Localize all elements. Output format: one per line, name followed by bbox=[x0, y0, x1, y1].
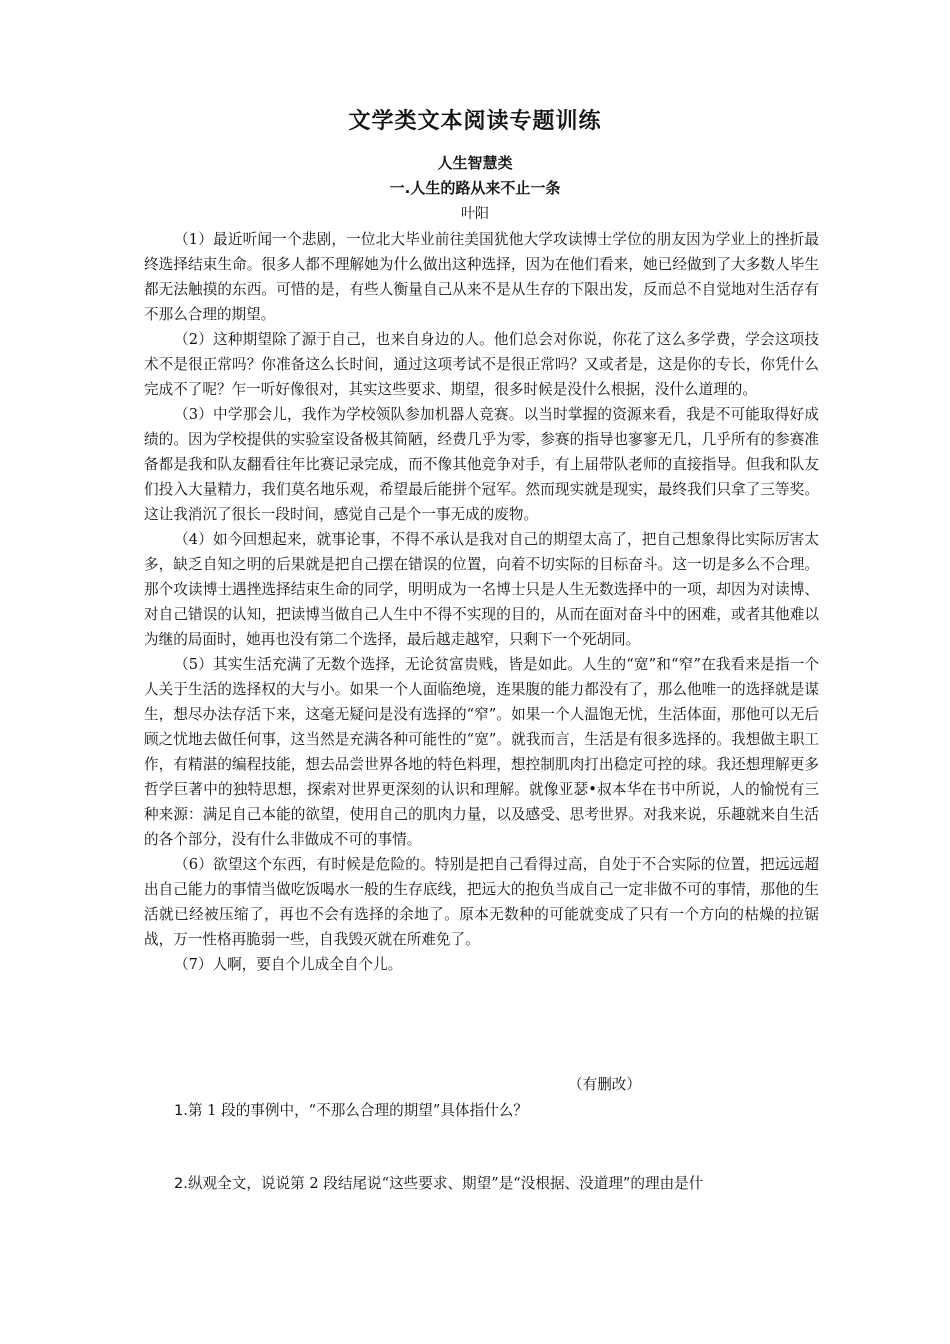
paragraph-2: （2）这种期望除了源于自己，也来自身边的人。他们总会对你说，你花了这么多学费，学会这项技术不是很正常吗？你准备这么长时间，通过这项考试不是很正常吗？又或者是，这是你的专长，你凭什么完成不了呢？乍一听好像很对，其实这些要求、期望，很多时候是没什么根据，没什么道理的。 bbox=[144, 331, 819, 398]
question-1 bbox=[174, 1098, 528, 1123]
article-title: 一.人生的路从来不止一条 bbox=[389, 179, 561, 197]
paragraph-1: （1）最近听闻一个悲剧，一位北大毕业前往美国犹他大学攻读博士学位的朋友因为学业上的挫折最终选择结束生命。很多人都不理解她为什么做出这种选择，因为在他们看来，她已经做到了大多数人毕生都无法触摸的东西。可惜的是，有些人衡量自己从来不是从生存的下限出发，反而总不自觉地对生活存有不那么合理的期望。 bbox=[144, 231, 819, 323]
paragraph-5: （5）其实生活充满了无数个选择，无论贫富贵贱，皆是如此。人生的“宽”和“窄”在我看来是指一个人关于生活的选择权的大与小。如果一个人面临绝境，连果腹的能力都没有了，那么他唯一的选择就是谋生，想尽办法存活下来，这毫无疑问是没有选择的“窄”。如果一个人温饱无忧，生活体面，那他可以无后顾之忧地去做任何事，这当然是充满各种可能性的“宽”。就我而言，生活是有很多选择的。我想做主职工作，有精湛的编程技能，想去品尝世界各地的特色料理，想控制肌肉打出稳定可控的球。我还想理解更多哲学巨著中的独特思想，探索对世界更深刻的认识和理解。就像亚瑟•叔本华在书中所说，人的愉悦有三种来源：满足自己本能的欲望，使用自己的肌肉力量，以及感受、思考世界。对我来说，乐趣就来自生活的各个部分，没有什么非做成不可的事情。 bbox=[144, 656, 819, 848]
question-number: 1. bbox=[174, 1102, 188, 1119]
question-text: 纵观全文，说说第 2 段结尾说“这些要求、期望”是“没根据、没道理”的理由是什 bbox=[187, 1175, 704, 1192]
paragraph-6: （6）欲望这个东西，有时候是危险的。特别是把自己看得过高，自处于不合实际的位置，把远远超出自己能力的事情当做吃饭喝水一般的生存底线，把远大的抱负当成自己一定非做不可的事情，那他的生活就已经被压缩了，再也不会有选择的余地了。原本无数种的可能就变成了只有一个方向的枯燥的拉锯战，万一性格再脆弱一些，自我毁灭就在所难免了。 bbox=[144, 856, 819, 948]
document-title: 文学类文本阅读专题训练 bbox=[348, 109, 602, 134]
paragraph-3: （3）中学那会儿，我作为学校领队参加机器人竞赛。以当时掌握的资源来看，我是不可能取得好成绩的。因为学校提供的实验室设备极其简陋，经费几乎为零，参赛的指导也寥寥无几，几乎所有的参赛准备都是我和队友翻看往年比赛记录完成，而不像其他竞争对手，有上届带队老师的直接指导。但我和队友们投入大量精力，我们莫名地乐观，希望最后能拼个冠军。然而现实就是现实，最终我们只拿了三等奖。这让我消沉了很长一段时间，感觉自己是个一事无成的废物。 bbox=[144, 406, 819, 523]
question-2 bbox=[174, 1171, 703, 1196]
source-note: （有删改） bbox=[568, 1076, 641, 1093]
paragraph-7: （7）人啊，要自个儿成全自个儿。 bbox=[174, 956, 403, 973]
article-author: 叶阳 bbox=[461, 206, 489, 222]
question-number: 2. bbox=[174, 1175, 188, 1192]
paragraph-4: （4）如今回想起来，就事论事，不得不承认是我对自己的期望太高了，把自己想象得比实际厉害太多，缺乏自知之明的后果就是把自己摆在错误的位置，向着不切实际的目标奋斗。这一切是多么不合理。那个攻读博士遇挫选择结束生命的同学，明明成为一名博士只是人生无数选择中的一项，却因为对读博、对自己错误的认知，把读博当做自己人生中不得不实现的目的，从而在面对奋斗中的困难，或者其他难以为继的局面时，她再也没有第二个选择，最后越走越窄，只剩下一个死胡同。 bbox=[144, 531, 819, 648]
question-text: 第 1 段的事例中，“不那么合理的期望”具体指什么？ bbox=[187, 1102, 528, 1119]
section-title: 人生智慧类 bbox=[437, 154, 513, 172]
article-body bbox=[144, 227, 819, 977]
